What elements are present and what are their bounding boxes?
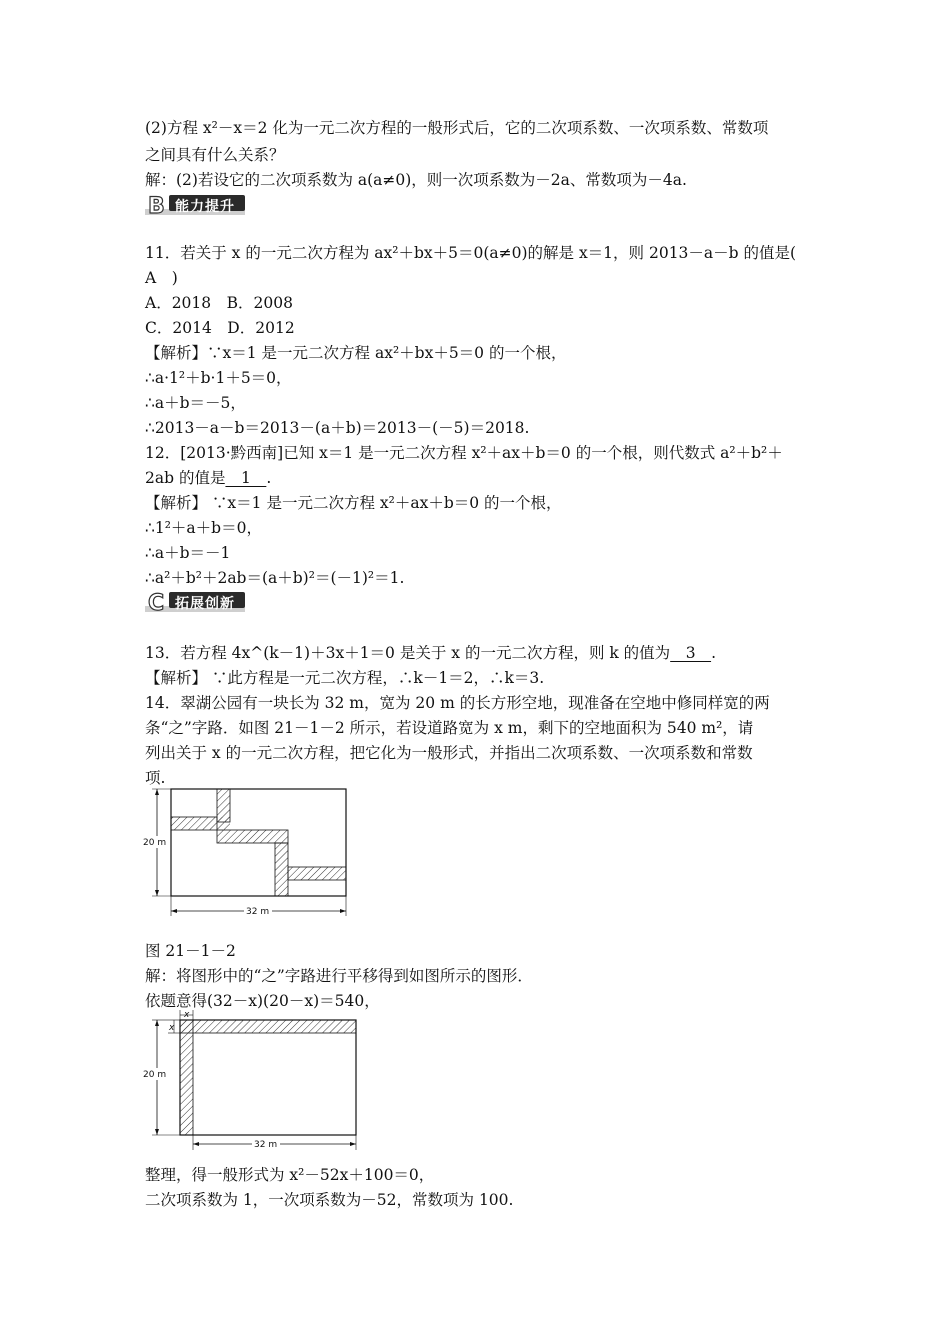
fig1-height-label: 20 m	[143, 838, 167, 848]
q14-line4: 项.	[145, 769, 166, 787]
field-rect-2	[180, 1020, 356, 1135]
section-header-b	[145, 193, 247, 219]
q11-line2: A )	[145, 269, 178, 287]
figure-zigzag-road	[140, 786, 355, 920]
q12-solution-3: ∴a＋b＝－1	[145, 544, 231, 562]
q12-answer: 1	[225, 469, 267, 487]
fig1-width-label: 32 m	[246, 907, 270, 917]
fig2-width-label: 32 m	[254, 1140, 278, 1150]
section-c-letter: C	[148, 591, 165, 614]
q14-solution-1: 解：将图形中的“之”字路进行平移得到如图所示的图形．	[145, 967, 533, 985]
q14-solution-4: 二次项系数为 1，一次项系数为－52，常数项为 100.	[145, 1191, 514, 1209]
fig2-top-x-label: x	[184, 1010, 190, 1020]
q13-line1-end: .	[711, 644, 716, 662]
q13-solution: 【解析】 ∵此方程是一元二次方程，∴k－1＝2，∴k＝3.	[145, 669, 545, 687]
fig2-left-x-label: x	[169, 1023, 175, 1033]
q13-line1	[145, 643, 716, 663]
q11-options-1: A．2018 B．2008	[145, 294, 293, 312]
q13-line1-text: 13．若方程 4x^(k－1)＋3x＋1＝0 是关于 x 的一元二次方程，则 k 的值为	[145, 644, 671, 662]
q12-solution-4: ∴a²＋b²＋2ab＝(a＋b)²＝(－1)²＝1.	[145, 569, 405, 587]
q11-options-2: C．2014 D．2012	[145, 319, 295, 337]
q12-line2-text: 2ab 的值是	[145, 469, 226, 487]
q10-part2-line2: 之间具有什么关系？	[145, 146, 285, 164]
section-b-letter: B	[148, 194, 165, 217]
section-c-title: 拓展创新	[175, 596, 235, 612]
fig2-height-label: 20 m	[143, 1070, 167, 1080]
q14-line2: 条“之”字路．如图 21－1－2 所示，若设道路宽为 x m，剩下的空地面积为 540 m²，请	[145, 719, 754, 737]
q11-solution-2: ∴a·1²＋b·1＋5＝0，	[145, 369, 292, 387]
q14-figure-caption: 图 21－1－2	[145, 942, 236, 960]
q14-line3: 列出关于 x 的一元二次方程，把它化为一般形式，并指出二次项系数、一次项系数和常数	[145, 744, 753, 762]
q11-line1: 11．若关于 x 的一元二次方程为 ax²＋bx＋5＝0(a≠0)的解是 x＝1，则 2013－a－b 的值是(	[145, 244, 797, 262]
q11-solution-1: 【解析】∵x＝1 是一元二次方程 ax²＋bx＋5＝0 的一个根，	[145, 344, 567, 362]
q11-solution-3: ∴a＋b＝－5，	[145, 394, 246, 412]
q12-line2-end: .	[266, 469, 272, 487]
q12-solution-1: 【解析】 ∵x＝1 是一元二次方程 x²＋ax＋b＝0 的一个根，	[145, 494, 562, 512]
q14-solution-2: 依题意得(32－x)(20－x)＝540，	[145, 992, 380, 1010]
q12-line1: 12．[2013·黔西南]已知 x＝1 是一元二次方程 x²＋ax＋b＝0 的一个根，则代数式 a²＋b²＋	[145, 444, 783, 462]
figure-translated-road	[140, 1010, 360, 1152]
q14-line1: 14．翠湖公园有一块长为 32 m，宽为 20 m 的长方形空地，现准备在空地中修同样宽的两	[145, 694, 770, 712]
q11-solution-4: ∴2013－a－b＝2013－(a＋b)＝2013－(－5)＝2018.	[145, 419, 530, 437]
q10-part2-answer: 解：(2)若设它的二次项系数为 a(a≠0)，则一次项系数为－2a、常数项为－4a.	[145, 171, 687, 189]
section-header-c	[145, 590, 247, 616]
section-b-title: 能力提升	[175, 199, 235, 215]
q13-answer: 3	[670, 644, 712, 662]
q10-part2-line1: (2)方程 x²－x＝2 化为一元二次方程的一般形式后，它的二次项系数、一次项系数、常数项	[145, 119, 769, 137]
q14-solution-3: 整理，得一般形式为 x²－52x＋100＝0，	[145, 1166, 435, 1184]
q12-solution-2: ∴1²＋a＋b＝0，	[145, 519, 262, 537]
q12-line2	[145, 468, 271, 488]
